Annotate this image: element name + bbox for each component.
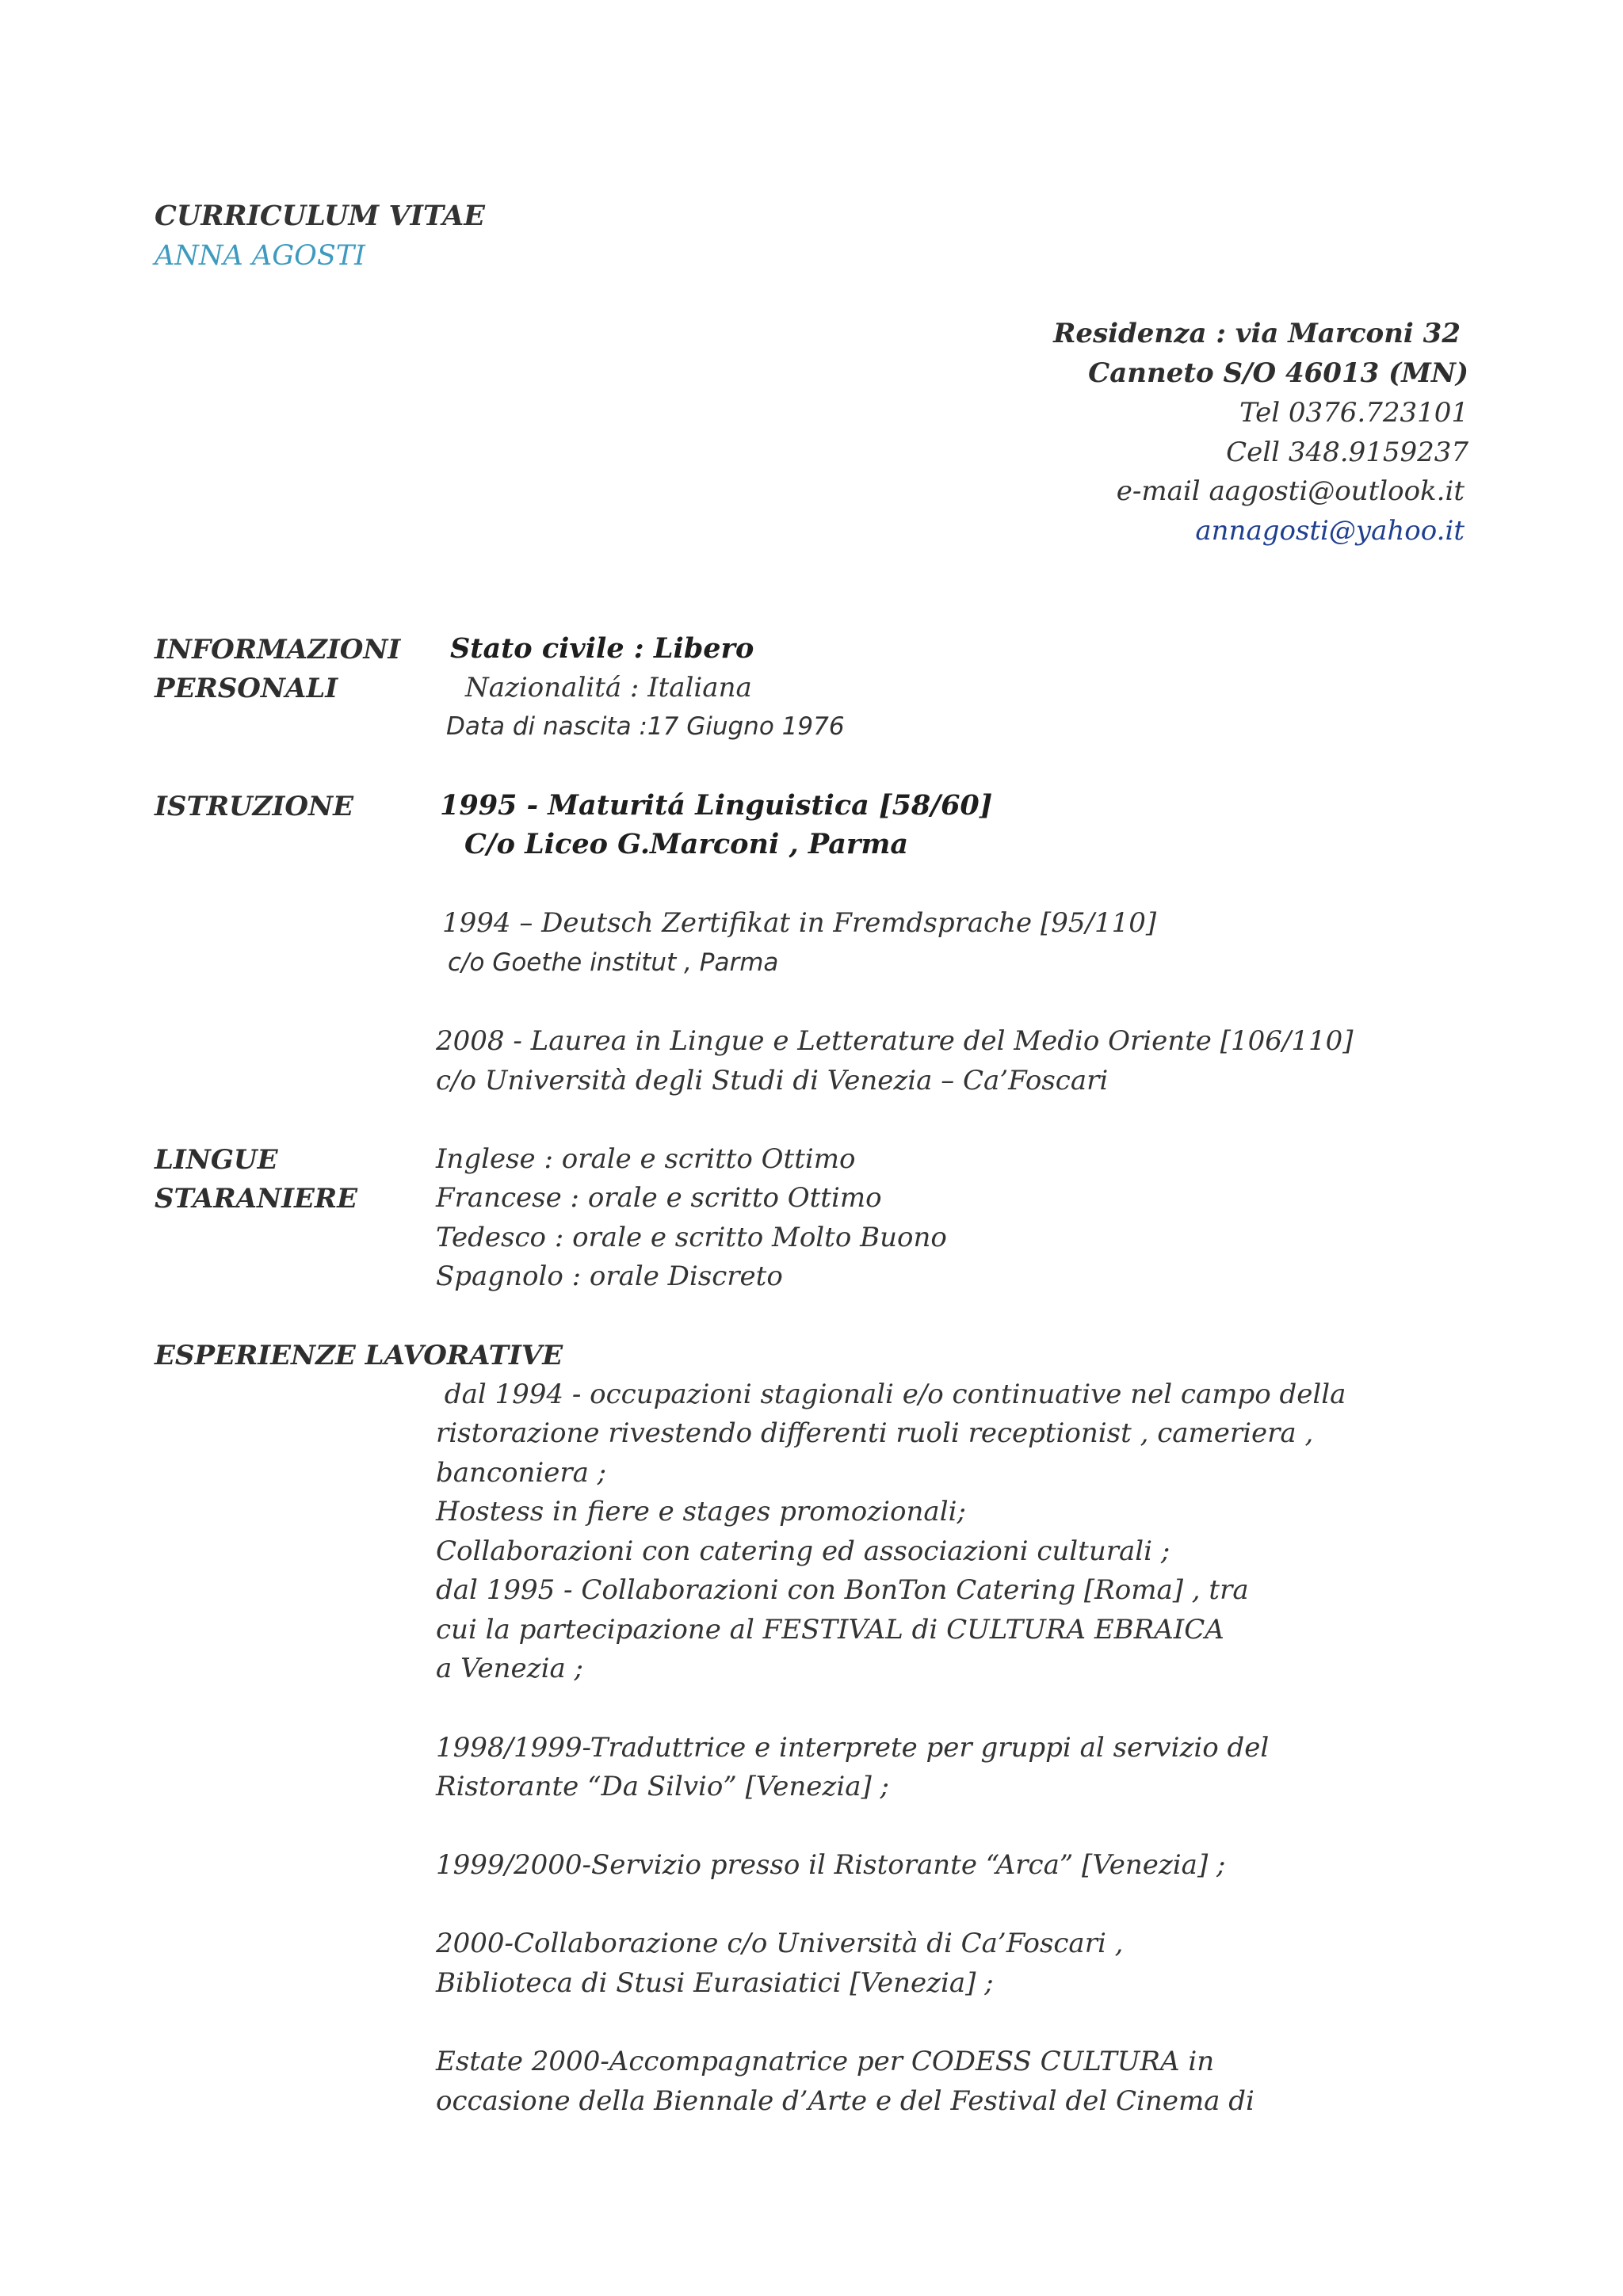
education-3-place: c/o Università degli Studi di Venezia – Ca’Foscari: [436, 1065, 1109, 1097]
address-line-1: Residenza : via Marconi 32: [1053, 318, 1461, 349]
experience-line: 1999/2000-Servizio presso il Ristorante “Arca” [Venezia] ;: [436, 1849, 1226, 1881]
language-spanish: Spagnolo : orale Discreto: [436, 1261, 783, 1292]
experience-line: ristorazione rivestendo differenti ruoli receptionist , cameriera ,: [436, 1417, 1314, 1449]
section-label-esperienze: ESPERIENZE LAVORATIVE: [155, 1340, 563, 1371]
experience-line: Ristorante “Da Silvio” [Venezia] ;: [436, 1771, 889, 1802]
section-label-straniere: STARANIERE: [155, 1183, 358, 1215]
education-2-title: 1994 – Deutsch Zertifikat in Fremdsprache [95/110]: [442, 907, 1157, 939]
telephone: Tel 0376.723101: [1239, 397, 1468, 429]
education-1-place: C/o Liceo G.Marconi , Parma: [464, 828, 909, 860]
language-german: Tedesco : orale e scritto Molto Buono: [436, 1222, 947, 1253]
experience-line: a Venezia ;: [436, 1653, 583, 1684]
address-line-2: Canneto S/O 46013 (MN): [1088, 357, 1468, 389]
education-2-place: c/o Goethe institut , Parma: [448, 948, 779, 977]
section-label-informazioni: INFORMAZIONI: [155, 634, 401, 666]
section-label-istruzione: ISTRUZIONE: [155, 791, 353, 822]
experience-line: dal 1995 - Collaborazioni con BonTon Catering [Roma] , tra: [436, 1574, 1249, 1606]
experience-line: Collaborazioni con catering ed associazioni culturali ;: [436, 1535, 1170, 1567]
experience-line: Biblioteca di Stusi Eurasiatici [Venezia] ;: [436, 1967, 994, 1999]
experience-line: 1998/1999-Traduttrice e interprete per gruppi al servizio del: [436, 1732, 1270, 1764]
section-label-lingue: LINGUE: [155, 1144, 278, 1176]
candidate-name: ANNA AGOSTI: [155, 240, 366, 272]
cellphone: Cell 348.9159237: [1226, 437, 1468, 468]
education-1-title: 1995 - Maturitá Linguistica [58/60]: [440, 789, 993, 822]
email-secondary[interactable]: annagosti@yahoo.it: [1195, 515, 1465, 547]
language-english: Inglese : orale e scritto Ottimo: [436, 1143, 856, 1175]
experience-line: Estate 2000-Accompagnatrice per CODESS CULTURA in: [436, 2046, 1215, 2077]
email-primary: e-mail aagosti@outlook.it: [1116, 475, 1465, 507]
section-label-personali: PERSONALI: [155, 673, 338, 704]
experience-line: cui la partecipazione al FESTIVAL di CULTURA EBRAICA: [436, 1614, 1224, 1646]
experience-line: dal 1994 - occupazioni stagionali e/o continuative nel campo della: [436, 1379, 1346, 1410]
education-3-title: 2008 - Laurea in Lingue e Letterature del Medio Oriente [106/110]: [436, 1025, 1354, 1057]
experience-line: occasione della Biennale d’Arte e del Festival del Cinema di: [436, 2085, 1254, 2117]
experience-line: banconiera ;: [436, 1457, 607, 1489]
language-french: Francese : orale e scritto Ottimo: [436, 1182, 882, 1214]
birth-date: Data di nascita :17 Giugno 1976: [446, 712, 845, 741]
marital-status: Stato civile : Libero: [450, 632, 754, 665]
nationality: Nazionalitá : Italiana: [465, 672, 752, 704]
experience-line: 2000-Collaborazione c/o Università di Ca’Foscari ,: [436, 1928, 1124, 1959]
document-title: CURRICULUM VITAE: [155, 200, 485, 232]
experience-line: Hostess in fiere e stages promozionali;: [436, 1496, 966, 1527]
